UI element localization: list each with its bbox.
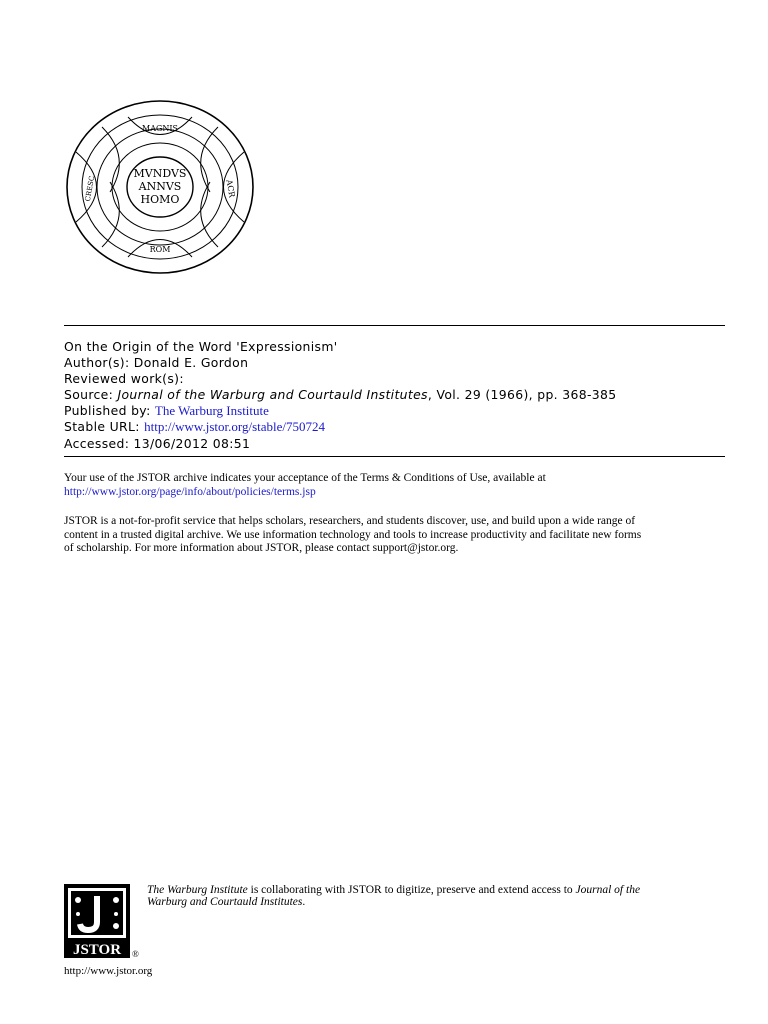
jstor-about [64, 515, 724, 556]
emblem-center-line-2: ANNVS [138, 180, 182, 193]
collab-end: . [302, 896, 306, 909]
emblem-center-line-1: MVNDVS [133, 167, 187, 180]
emblem-top-text: MAGNIS [142, 124, 178, 133]
published-label: Published by: [64, 403, 155, 419]
emblem-center-line-3: HOMO [140, 193, 180, 206]
citation-block [64, 339, 734, 452]
terms-notice [64, 472, 724, 499]
reviewed-works-line: Reviewed work(s): [64, 371, 184, 387]
article-title: On the Origin of the Word 'Expressionism' [64, 339, 338, 354]
collaboration-notice [147, 884, 727, 909]
stable-url-label: Stable URL: [64, 419, 145, 435]
source-line [64, 387, 734, 403]
terms-text: Your use of the JSTOR archive indicates your acceptance of the Terms & Conditions of Use, available at [64, 472, 546, 484]
about-line-2: content in a trusted digital archive. We use information technology and tools to increase productivity and facilitate new forms [64, 528, 642, 541]
accessed-line: Accessed: 13/06/2012 08:51 [64, 435, 251, 451]
emblem-bottom-text: ROM [149, 245, 171, 254]
published-line [64, 403, 734, 419]
top-divider [64, 325, 725, 326]
collab-journal-b: Warburg and Courtauld Institutes [147, 896, 303, 909]
stable-url-line [64, 419, 734, 435]
source-journal: Journal of the Warburg and Courtauld Institutes [117, 387, 428, 403]
jstor-logo-text: JSTOR [72, 942, 122, 958]
bottom-divider [64, 456, 725, 457]
about-line-1: JSTOR is a not-for-profit service that helps scholars, researchers, and students discover, use, and build upon a wide range of [64, 515, 636, 527]
jstor-logo [64, 884, 130, 958]
about-line-3: of scholarship. For more information about JSTOR, please contact support@jstor.org. [64, 542, 459, 555]
publisher-link[interactable]: The Warburg Institute [154, 403, 269, 419]
collab-institute: The Warburg Institute [147, 884, 248, 896]
warburg-emblem-logo [62, 97, 258, 277]
source-label: Source: [64, 387, 118, 403]
registered-mark: ® [132, 949, 139, 959]
terms-link[interactable]: http://www.jstor.org/page/info/about/policies/terms.jsp [64, 485, 316, 498]
collab-journal-a: Journal of the [575, 884, 641, 896]
collab-middle: is collaborating with JSTOR to digitize, preserve and extend access to [247, 884, 576, 896]
emblem-right-text: ACR [224, 178, 237, 199]
jstor-home-link[interactable]: http://www.jstor.org [64, 965, 153, 977]
emblem-left-text: CRESC [83, 175, 97, 203]
source-volume: , Vol. 29 (1966), pp. 368-385 [427, 387, 617, 403]
author-line: Author(s): Donald E. Gordon [64, 355, 249, 371]
stable-url-link[interactable]: http://www.jstor.org/stable/750724 [144, 419, 326, 435]
